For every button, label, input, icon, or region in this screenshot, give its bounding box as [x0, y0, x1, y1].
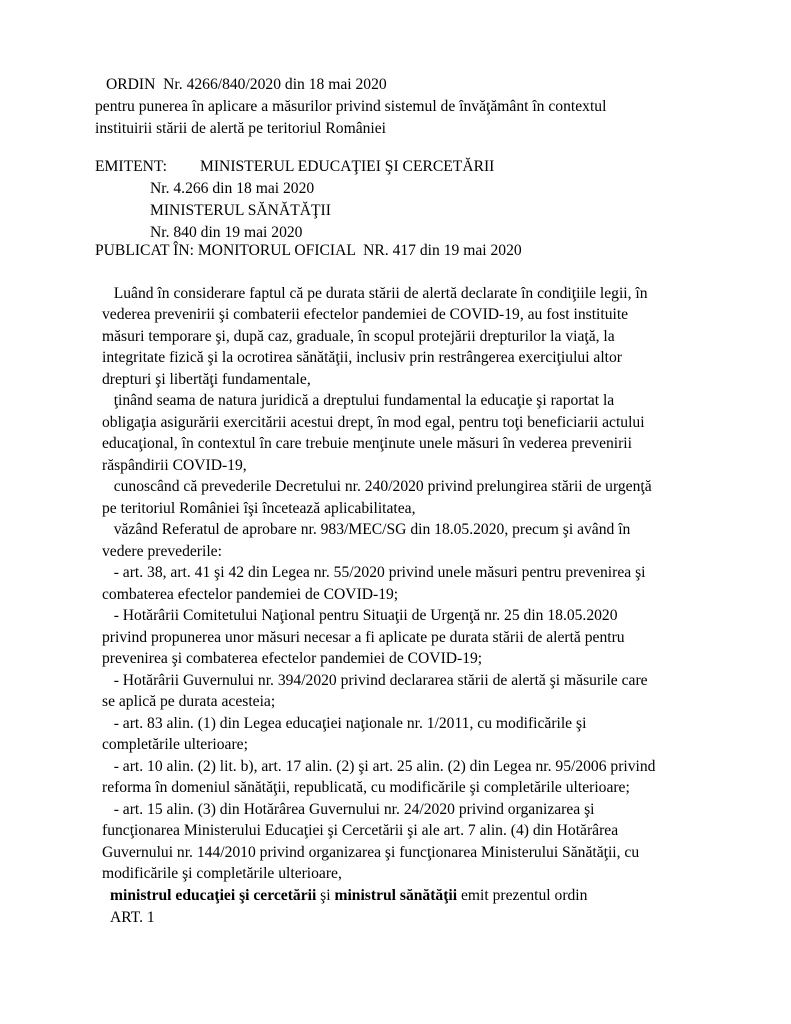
body-line: vederea prevenirii şi combaterii efectelor pandemiei de COVID-19, au fost instituite	[102, 306, 629, 323]
ordin-subtitle-line-2: instituirii stării de alertă pe teritoriul României	[95, 120, 387, 137]
body-line: - Hotărârii Comitetului Naţional pentru Situaţii de Urgenţă nr. 25 din 18.05.2020	[102, 607, 618, 624]
body-line: Guvernului nr. 144/2010 privind organizarea şi funcţionarea Ministerului Sănătăţii, cu	[102, 844, 640, 861]
issuer-2-number: Nr. 840 din 19 mai 2020	[150, 224, 303, 241]
closing-conjunction: şi	[316, 887, 335, 904]
body-line: obligaţia asigurării exercitării acestui drept, în mod egal, pentru toţi beneficiarii actului	[102, 414, 645, 431]
body-line: privind propunerea unor măsuri necesar a fi aplicate pe durata stării de alertă pentru	[102, 629, 625, 646]
emitent-label: EMITENT:	[95, 158, 167, 175]
issuer-1-name: MINISTERUL EDUCAŢIEI ŞI CERCETĂRII	[200, 158, 495, 175]
body-line: vedere prevederile:	[102, 543, 222, 560]
body-line: cunoscând că prevederile Decretului nr. 240/2020 privind prelungirea stării de urgenţă	[102, 478, 652, 495]
minister-education-label: ministrul educaţiei şi cercetării	[110, 887, 317, 904]
body-line: ţinând seama de natura juridică a dreptului fundamental la educaţie şi raportat la	[102, 392, 615, 409]
body-line: - art. 38, art. 41 şi 42 din Legea nr. 55/2020 privind unele măsuri pentru prevenirea şi	[102, 564, 646, 581]
body-line: prevenirea şi combaterea efectelor pandemiei de COVID-19;	[102, 650, 483, 667]
body-line: se aplică pe durata acesteia;	[102, 693, 276, 710]
ordin-subtitle-line-1: pentru punerea în aplicare a măsurilor privind sistemul de învăţământ în contextul	[95, 98, 607, 115]
body-line: funcţionarea Ministerului Educaţiei şi Cercetării şi ale art. 7 alin. (4) din Hotărârea	[102, 822, 619, 839]
body-line: reforma în domeniul sănătăţii, republicată, cu modificările şi completările ulterioare;	[102, 779, 630, 796]
body-line: educaţional, în contextul în care trebuie menţinute unele măsuri în vederea prevenirii	[102, 435, 632, 452]
body-line: pe teritoriul României îşi încetează aplicabilitatea,	[102, 500, 416, 517]
publicat-line: PUBLICAT ÎN: MONITORUL OFICIAL NR. 417 din 19 mai 2020	[95, 242, 522, 259]
body-line: integritate fizică şi la ocrotirea sănătăţii, inclusiv prin restrângerea exerciţiului altor	[102, 349, 622, 366]
body-line: combaterea efectelor pandemiei de COVID-19;	[102, 586, 399, 603]
body-line: - art. 83 alin. (1) din Legea educaţiei naţionale nr. 1/2011, cu modificările şi	[102, 715, 587, 732]
body-line: văzând Referatul de aprobare nr. 983/MEC/SG din 18.05.2020, precum şi având în	[102, 521, 631, 538]
body-line: drepturi şi libertăţi fundamentale,	[102, 371, 311, 388]
body-line: - art. 10 alin. (2) lit. b), art. 17 alin. (2) şi art. 25 alin. (2) din Legea nr. 95/2006 privind	[102, 758, 656, 775]
body-line: Luând în considerare faptul că pe durata stării de alertă declarate în condiţiile legii, în	[102, 285, 648, 302]
closing-tail: emit prezentul ordin	[457, 887, 588, 904]
body-line: măsuri temporare şi, după caz, graduale, în scopul protejării drepturilor la viaţă, la	[102, 328, 615, 345]
body-line: răspândirii COVID-19,	[102, 457, 247, 474]
article-1-heading: ART. 1	[110, 909, 155, 926]
body-line: - art. 15 alin. (3) din Hotărârea Guvernului nr. 24/2020 privind organizarea şi	[102, 801, 595, 818]
closing-formula	[110, 888, 587, 904]
issuer-1-number: Nr. 4.266 din 18 mai 2020	[150, 180, 315, 197]
body-line: modificările şi completările ulterioare,	[102, 865, 342, 882]
issuer-2-name: MINISTERUL SĂNĂTĂŢII	[150, 202, 331, 219]
minister-health-label: ministrul sănătăţii	[334, 887, 458, 904]
body-line: completările ulterioare;	[102, 736, 248, 753]
ordin-title: ORDIN Nr. 4266/840/2020 din 18 mai 2020	[106, 76, 387, 93]
body-line: - Hotărârii Guvernului nr. 394/2020 privind declararea stării de alertă şi măsurile care	[102, 672, 648, 689]
